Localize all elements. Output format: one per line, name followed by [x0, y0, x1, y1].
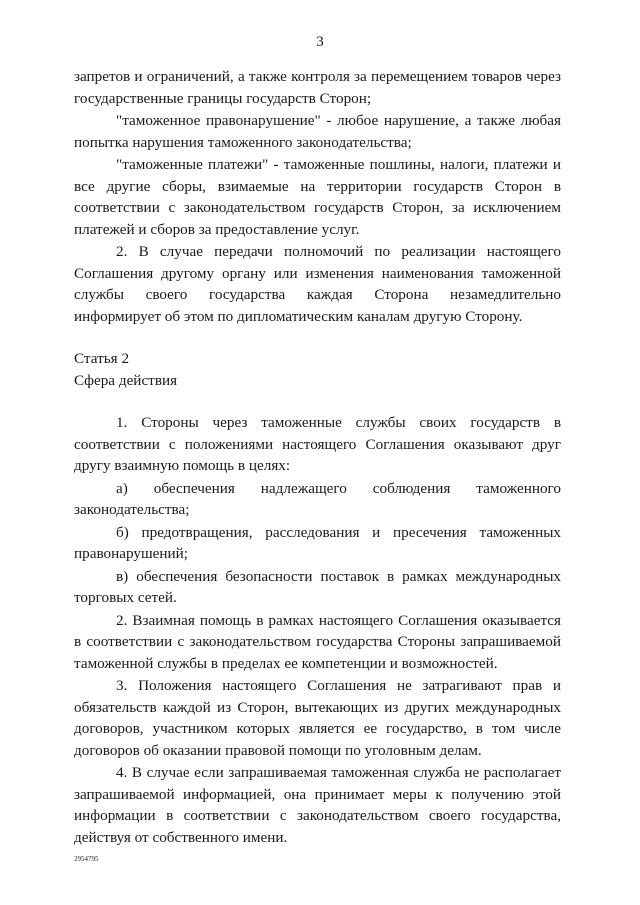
paragraphs-after	[74, 412, 561, 848]
list-item: а) обеспечения надлежащего соблюдения таможенного законодательства;	[74, 479, 561, 518]
paragraph: 1. Стороны через таможенные службы своих государств в соответствии с положениями настоящего Соглашения оказывают друг другу взаимную помощь в целях:	[74, 414, 561, 474]
list-item: в) обеспечения безопасности поставок в рамках международных торговых сетей.	[74, 567, 561, 606]
paragraph: запретов и ограничений, а также контроля за перемещением товаров через государственные границы государств Сторон;	[74, 68, 561, 107]
paragraph: 3. Положения настоящего Соглашения не затрагивают прав и обязательств каждой из Сторон, вытекающих из других международных договоров, участником которых является ее государство, в том числе договоров об оказании правовой помощи по уголовным делам.	[74, 677, 561, 759]
paragraph: 2. В случае передачи полномочий по реализации настоящего Соглашения другому органу или изменения наименования таможенной службы своего государства каждая Сторона незамедлительно информирует об этом по дипломатическим каналам другую Сторону.	[74, 243, 561, 325]
paragraph: "таможенные платежи" - таможенные пошлины, налоги, платежи и все другие сборы, взимаемые на территории государств Сторон в соответствии с законодательством государств Сторон, за исключением платежей и сборов за предоставление услуг.	[74, 156, 561, 238]
article-title: Сфера действия	[74, 371, 178, 389]
paragraphs-before	[74, 66, 561, 327]
paragraph: 2. Взаимная помощь в рамках настоящего Соглашения оказывается в соответствии с законодательством государства Стороны запрашиваемой таможенной службы в пределах ее компетенции и возможностей.	[74, 611, 561, 672]
paragraph: "таможенное правонарушение" - любое нарушение, а также любая попытка нарушения таможенного законодательства;	[74, 112, 561, 151]
paragraph: 4. В случае если запрашиваемая таможенная служба не располагает запрашиваемой информацией, она принимает меры к получению этой информации в соответствии с законодательством своего государства, действуя от собственного имени.	[74, 764, 561, 846]
article-number: Статья 2	[74, 350, 130, 367]
document-code: 2954795	[74, 855, 99, 863]
list-item: б) предотвращения, расследования и пресечения таможенных правонарушений;	[74, 523, 561, 562]
article-heading	[74, 348, 561, 391]
document-body	[74, 66, 561, 848]
page-number: 3	[316, 34, 324, 50]
